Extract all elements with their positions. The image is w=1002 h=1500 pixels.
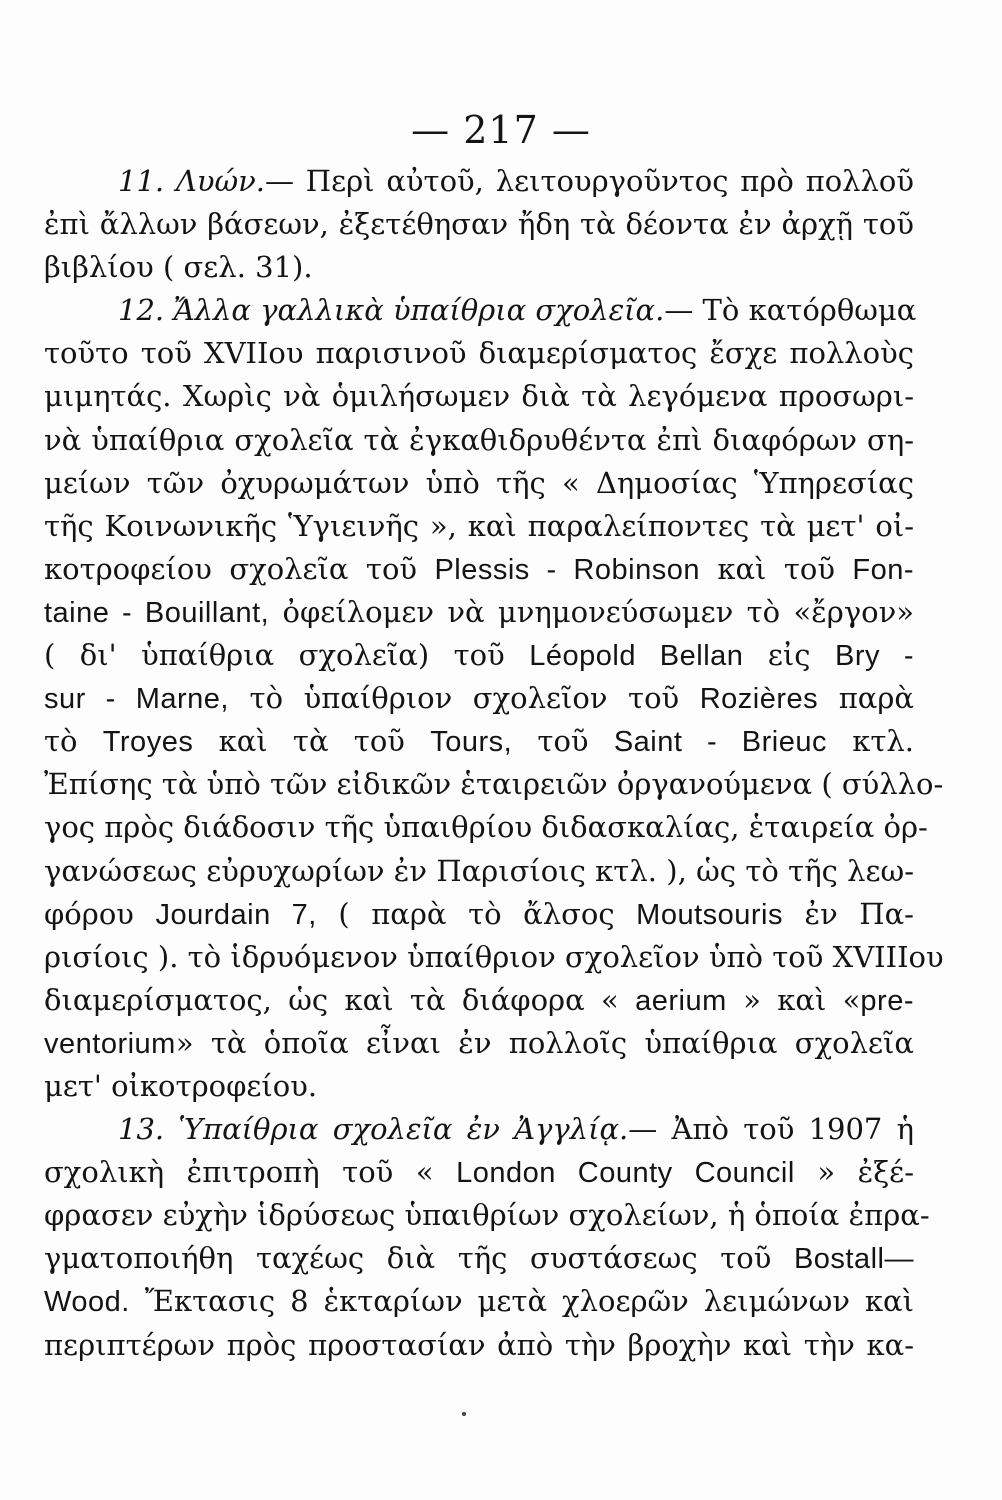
section-heading: 11. Λυών. [118, 164, 265, 198]
text-segment: νὰ ὑπαίθρια σχολεῖα τὰ ἐγκαθιδρυθέντα ἐπὶ διαφόρων ση- [44, 422, 914, 457]
text-segment: βιβλίου ( σελ. 31). [44, 250, 313, 285]
text-segment: ρισίοις ). τὸ ἱδρυόμενον ὑπαίθριον σχολεῖον ὑπὸ τοῦ XVIIIου [44, 939, 944, 974]
text-line [44, 1151, 914, 1194]
text-segment: καὶ τοῦ [699, 551, 853, 586]
text-line [44, 1194, 930, 1237]
text-segment: τῆς Κοινωνικῆς Ὑγιεινῆς », καὶ παραλείποντες τὰ μετ' οἰ- [44, 508, 914, 543]
text-segment: φόρου [44, 896, 156, 931]
text-line [44, 203, 914, 246]
text-segment: διαμερίσματος, ὡς καὶ τὰ διάφορα « [44, 982, 636, 1017]
text-segment: ὀφείλομεν νὰ μνημονεύσωμεν τὸ «ἔργον» [269, 594, 914, 629]
text-line [44, 505, 914, 548]
text-segment: Tours, [430, 726, 513, 759]
text-segment: ( δι' ὑπαίθρια σχολεῖα) τοῦ [44, 638, 530, 673]
text-segment: κτλ. [826, 724, 914, 759]
text-segment: — Περὶ αὐτοῦ, λειτουργοῦντος πρὸ πολλοῦ [265, 164, 915, 198]
text-line [44, 806, 928, 849]
text-segment: μείων τῶν ὀχυρωμάτων ὑπὸ τῆς « Δημοσίας Ὑπηρεσίας [44, 465, 914, 500]
text-segment: ( παρὰ τὸ ἄλσος [316, 896, 637, 931]
text-line [44, 936, 944, 979]
text-line [44, 462, 914, 505]
text-segment: Fon- [852, 553, 914, 586]
text-line [44, 893, 914, 936]
text-line [44, 160, 914, 203]
text-line [44, 1237, 914, 1280]
text-line [44, 677, 914, 720]
text-segment: τοῦτο τοῦ XVIIου παρισινοῦ διαμερίσματος ἔσχε πολλοὺς [44, 336, 914, 371]
text-segment: Saint - Brieuc [613, 726, 827, 759]
text-line [44, 246, 914, 289]
text-line [44, 289, 917, 332]
text-line [44, 419, 914, 462]
text-segment: Rozières [699, 683, 819, 716]
text-segment: τὸ [44, 724, 103, 759]
text-segment: ventorium [44, 1027, 176, 1060]
text-segment: εἰς [743, 638, 836, 673]
text-segment: Bry - [835, 640, 915, 673]
text-segment: σχολικὴ ἐπιτροπὴ τοῦ « [44, 1155, 457, 1190]
text-segment: aerium [635, 984, 727, 1017]
text-segment: φρασεν εὐχὴν ἱδρύσεως ὑπαιθρίων σχολείων, ἡ ὁποία ἐπρα- [44, 1198, 930, 1233]
ink-speck [462, 1412, 466, 1416]
body-text [44, 160, 944, 1367]
text-segment: » καὶ « [726, 982, 861, 1017]
text-segment: γος πρὸς διάδοσιν τῆς ὑπαιθρίου διδασκαλίας, ἑταιρεία ὀρ- [44, 810, 928, 845]
text-segment: μετ' οἰκοτροφείου. [44, 1068, 318, 1103]
text-segment: παρὰ [818, 681, 914, 716]
text-segment: pre- [860, 984, 914, 1017]
text-line [44, 634, 914, 677]
text-segment: περιπτέρων πρὸς προστασίαν ἀπὸ τὴν βροχὴν καὶ τὴν κα- [44, 1327, 914, 1362]
text-segment: — Ἀπὸ τοῦ 1907 ἡ [628, 1112, 914, 1147]
text-segment: Troyes [102, 726, 194, 759]
page-number: — 217 — [411, 108, 591, 152]
text-segment: » τὰ ὁποῖα εἶναι ἐν πολλοῖς ὑπαίθρια σχολεῖα [175, 1025, 914, 1060]
text-line [44, 332, 914, 375]
text-segment: » ἐξέ- [794, 1155, 914, 1190]
text-line [44, 375, 914, 418]
text-line [44, 1108, 914, 1151]
text-segment: sur - Marne, [44, 683, 229, 716]
text-segment: μιμητάς. Χωρὶς νὰ ὁμιλήσωμεν διὰ τὰ λεγόμενα προσωρι- [44, 379, 914, 414]
text-segment: καὶ τὰ τοῦ [193, 724, 431, 759]
text-line [44, 979, 914, 1022]
text-line [44, 720, 914, 763]
text-segment: τὸ ὑπαίθριον σχολεῖον τοῦ [229, 681, 700, 716]
text-segment: — Τὸ κατόρθωμα [664, 293, 917, 328]
text-segment: London County Council [456, 1157, 795, 1190]
text-segment: γματοποιήθη ταχέως διὰ τῆς συστάσεως τοῦ [44, 1241, 794, 1276]
text-line [44, 1324, 914, 1367]
text-segment: Wood. [44, 1286, 130, 1319]
section-heading: 13. Ὑπαίθρια σχολεῖα ἐν Ἀγγλίᾳ. [118, 1112, 629, 1147]
text-line [44, 763, 944, 806]
text-line [44, 1065, 914, 1108]
text-segment: Moutsouris [636, 898, 783, 931]
text-segment: ἐπὶ ἄλλων βάσεων, ἐξετέθησαν ἤδη τὰ δέοντα ἐν ἀρχῇ τοῦ [44, 207, 914, 242]
text-segment: γανώσεως εὐρυχωρίων ἐν Παρισίοις κτλ. ), ὡς τὸ τῆς λεω- [44, 853, 914, 888]
text-segment: Ἔκτασις 8 ἑκταρίων μετὰ χλοερῶν λειμώνων καὶ [129, 1284, 914, 1319]
text-line [44, 1022, 914, 1065]
text-line [44, 850, 914, 893]
text-segment: ἐν Πα- [782, 896, 914, 931]
text-segment: taine - Bouillant, [44, 596, 270, 629]
text-segment: κοτροφείου σχολεῖα τοῦ [44, 551, 435, 586]
text-segment: Léopold Bellan [529, 640, 744, 673]
text-segment: Jourdain 7, [155, 898, 317, 931]
text-segment: Ἐπίσης τὰ ὑπὸ τῶν εἰδικῶν ἑταιρειῶν ὀργανούμενα ( σύλλο- [44, 767, 944, 802]
text-segment: Plessis - Robinson [434, 553, 700, 586]
text-line [44, 1280, 914, 1323]
text-line [44, 548, 914, 591]
text-segment: Bostall— [793, 1243, 914, 1276]
text-line [44, 591, 914, 634]
text-segment: τοῦ [512, 724, 614, 759]
section-heading: 12. Ἄλλα γαλλικὰ ὑπαίθρια σχολεῖα. [118, 293, 665, 328]
